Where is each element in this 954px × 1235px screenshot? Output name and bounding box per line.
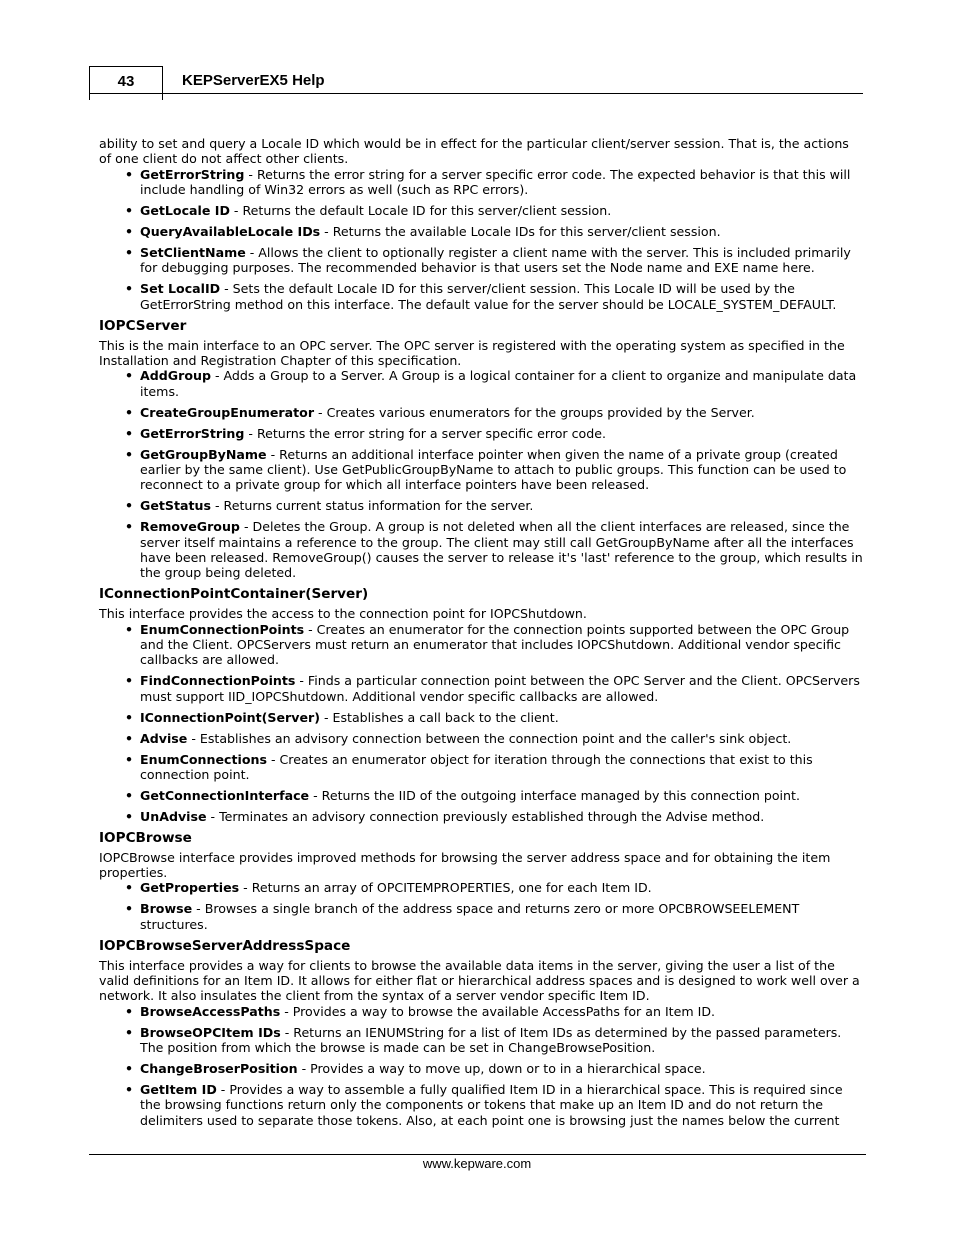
bullet-icon: • <box>125 446 134 462</box>
method-name: QueryAvailableLocale IDs <box>140 224 321 240</box>
list-item <box>99 752 863 783</box>
method-description: - Terminates an advisory connection previously established through the Advise method. <box>206 808 765 824</box>
method-name: GetErrorString <box>140 425 245 441</box>
list-item <box>99 731 863 746</box>
interface-section <box>99 830 863 933</box>
method-name: BrowseAccessPaths <box>140 1003 281 1019</box>
bullet-icon: • <box>125 901 134 917</box>
bullet-icon: • <box>125 787 134 803</box>
bullet-icon: • <box>125 1003 134 1019</box>
list-item <box>99 1082 863 1128</box>
list-item <box>99 498 863 513</box>
bullet-icon: • <box>125 730 134 746</box>
list-item <box>99 245 863 276</box>
method-name: GetItem ID <box>140 1082 217 1097</box>
list-item <box>99 901 863 932</box>
bullet-icon: • <box>125 751 134 767</box>
list-item <box>99 673 863 704</box>
method-description: - Sets the default Locale ID for this server/client session. This Locale ID will be used by the GetErrorString method on this interface. The default value for the server should be LOCALE_SYSTEM_DEFAULT. <box>140 281 837 312</box>
method-name: UnAdvise <box>140 808 207 824</box>
header-title: KEPServerEX5 Help <box>182 72 325 89</box>
list-item <box>99 224 863 239</box>
bullet-icon: • <box>125 673 134 689</box>
list-item <box>99 880 863 895</box>
method-name: CreateGroupEnumerator <box>140 404 315 420</box>
method-description: - Creates an enumerator for the connection points supported between the OPC Group and the Client. OPCServers must return an enumerator that includes IOPCShutdown. Additional vendor specific callbacks are allowed. <box>140 621 850 668</box>
section-paragraph: This interface provides a way for clients to browse the available data items in the server, giving the user a list of the valid definitions for an Item ID. It allows for either flat or hierarchical address spaces and is designed to work well over a network. It also insulates the client from the syntax of a server vendor specific Item ID. <box>99 957 860 1004</box>
bullet-icon: • <box>125 709 134 725</box>
bullet-icon: • <box>125 425 134 441</box>
list-item <box>99 405 863 420</box>
bullet-icon: • <box>125 404 134 420</box>
method-description: - Returns an IENUMString for a list of Item IDs as determined by the passed parameters. The position from which the browse is made can be set in ChangeBrowsePosition. <box>140 1024 842 1056</box>
method-description: - Returns the error string for a server specific error code. The expected behavior is that this will include handling of Win32 errors as well (such as RPC errors). <box>140 166 851 198</box>
method-description: - Returns the available Locale IDs for this server/client session. <box>320 224 721 240</box>
method-name: GetLocale ID <box>140 203 230 219</box>
intro-paragraph: ability to set and query a Locale ID which would be in effect for the particular client/server session. That is, the actions of one client do not affect other clients. <box>99 136 849 167</box>
method-description: - Returns the error string for a server specific error code. <box>244 425 606 441</box>
method-description: - Browses a single branch of the address space and returns zero or more OPCBROWSEELEMENT structures. <box>140 901 800 932</box>
footer-url: www.kepware.com <box>422 1156 532 1171</box>
intro-method-list <box>99 167 863 312</box>
method-description: - Establishes a call back to the client. <box>319 709 559 725</box>
bullet-icon: • <box>125 519 134 535</box>
method-name: Browse <box>140 901 193 917</box>
method-name: GetConnectionInterface <box>140 787 310 803</box>
method-description: - Provides a way to browse the available AccessPaths for an Item ID. <box>280 1003 716 1019</box>
method-name: SetClientName <box>140 244 246 260</box>
bullet-icon: • <box>125 203 134 219</box>
bullet-icon: • <box>125 880 134 896</box>
header-divider <box>89 93 863 94</box>
method-name: IConnectionPoint(Server) <box>140 709 320 725</box>
bullet-icon: • <box>125 498 134 514</box>
method-description: - Deletes the Group. A group is not deleted when all the client interfaces are released, since the server itself maintains a reference to the group. The client may still call GetGroupByName after all the interfaces have been released. RemoveGroup() causes the server to release it's 'last' reference to the group, which results in the group being deleted. <box>140 519 863 581</box>
method-list <box>99 1004 863 1128</box>
interface-section <box>99 938 863 1129</box>
bullet-icon: • <box>125 166 134 182</box>
method-description: - Establishes an advisory connection between the connection point and the caller's sink object. <box>187 730 792 746</box>
method-list <box>99 880 863 932</box>
list-item <box>99 281 863 312</box>
page-number: 43 <box>89 66 163 100</box>
bullet-icon: • <box>125 281 134 297</box>
bullet-icon: • <box>125 808 134 824</box>
method-name: EnumConnections <box>140 751 267 767</box>
interface-section <box>99 318 863 581</box>
method-name: FindConnectionPoints <box>140 673 296 689</box>
section-paragraph: IOPCBrowse interface provides improved methods for browsing the server address space and for obtaining the item properties. <box>99 849 831 881</box>
footer-divider <box>89 1154 866 1155</box>
method-name: Set LocalID <box>140 281 221 297</box>
section-paragraph: This interface provides the access to the connection point for IOPCShutdown. <box>99 606 587 622</box>
method-description: - Returns the IID of the outgoing interface managed by this connection point. <box>309 787 800 803</box>
list-item <box>99 622 863 668</box>
method-description: - Allows the client to optionally register a client name with the server. This is included primarily for debugging purposes. The recommended behavior is that users set the Node name and EXE name here. <box>140 244 851 276</box>
list-item <box>99 167 863 198</box>
bullet-icon: • <box>125 1061 134 1077</box>
list-item <box>99 1061 863 1076</box>
section-heading: IOPCServer <box>99 317 187 334</box>
section-heading: IOPCBrowse <box>99 829 192 846</box>
method-name: EnumConnectionPoints <box>140 621 305 637</box>
bullet-icon: • <box>125 244 134 260</box>
list-item <box>99 426 863 441</box>
list-item <box>99 519 863 581</box>
method-description: - Creates various enumerators for the groups provided by the Server. <box>314 404 755 420</box>
method-name: Advise <box>140 730 188 746</box>
bullet-icon: • <box>125 224 134 240</box>
bullet-icon: • <box>125 1082 134 1097</box>
bullet-icon: • <box>125 1024 134 1040</box>
list-item <box>99 447 863 493</box>
method-description: - Finds a particular connection point between the OPC Server and the Client. OPCServers must support IID_IOPCShutdown. Additional vendor specific callbacks are allowed. <box>140 673 860 704</box>
method-name: GetErrorString <box>140 166 245 182</box>
method-description: - Returns current status information for the server. <box>210 498 534 514</box>
document-body <box>99 136 863 1134</box>
method-description: - Returns the default Locale ID for this server/client session. <box>229 203 612 219</box>
method-list <box>99 368 863 580</box>
method-list <box>99 622 863 824</box>
method-description: - Returns an array of OPCITEMPROPERTIES, one for each Item ID. <box>239 880 652 896</box>
list-item <box>99 809 863 824</box>
list-item <box>99 1004 863 1019</box>
method-description: - Provides a way to move up, down or to in a hierarchical space. <box>297 1061 706 1077</box>
list-item <box>99 710 863 725</box>
list-item <box>99 1025 863 1056</box>
list-item <box>99 203 863 218</box>
method-name: GetGroupByName <box>140 446 267 462</box>
bullet-icon: • <box>125 621 134 637</box>
method-name: GetStatus <box>140 498 211 514</box>
method-description: - Adds a Group to a Server. A Group is a logical container for a client to organize and manipulate data items. <box>140 368 857 399</box>
method-name: BrowseOPCItem IDs <box>140 1024 281 1040</box>
sections-container <box>99 318 863 1129</box>
section-heading: IConnectionPointContainer(Server) <box>99 586 369 603</box>
interface-section <box>99 586 863 824</box>
list-item <box>99 788 863 803</box>
method-description: - Returns an additional interface pointer when given the name of a private group (created earlier by the same client). Use GetPublicGroupByName to attach to public groups. This function can be used to reconnect to a private group for which all interface pointers have been released. <box>140 446 847 493</box>
method-name: ChangeBroserPosition <box>140 1061 298 1077</box>
list-item <box>99 368 863 399</box>
section-paragraph: This is the main interface to an OPC server. The OPC server is registered with the operating system as specified in the Installation and Registration Chapter of this specification. <box>99 337 845 368</box>
method-description: - Creates an enumerator object for iteration through the connections that exist to this connection point. <box>140 751 813 782</box>
method-description: - Provides a way to assemble a fully qualified Item ID in a hierarchical space. This is required since the browsing functions return only the components or tokens that make up an Item ID and do not return the delimiters used to separate those tokens. Also, at each point one is browsing just the names below the current <box>140 1082 843 1128</box>
method-name: RemoveGroup <box>140 519 240 535</box>
section-heading: IOPCBrowseServerAddressSpace <box>99 937 351 954</box>
method-name: AddGroup <box>140 368 211 384</box>
method-name: GetProperties <box>140 880 240 896</box>
bullet-icon: • <box>125 368 134 384</box>
